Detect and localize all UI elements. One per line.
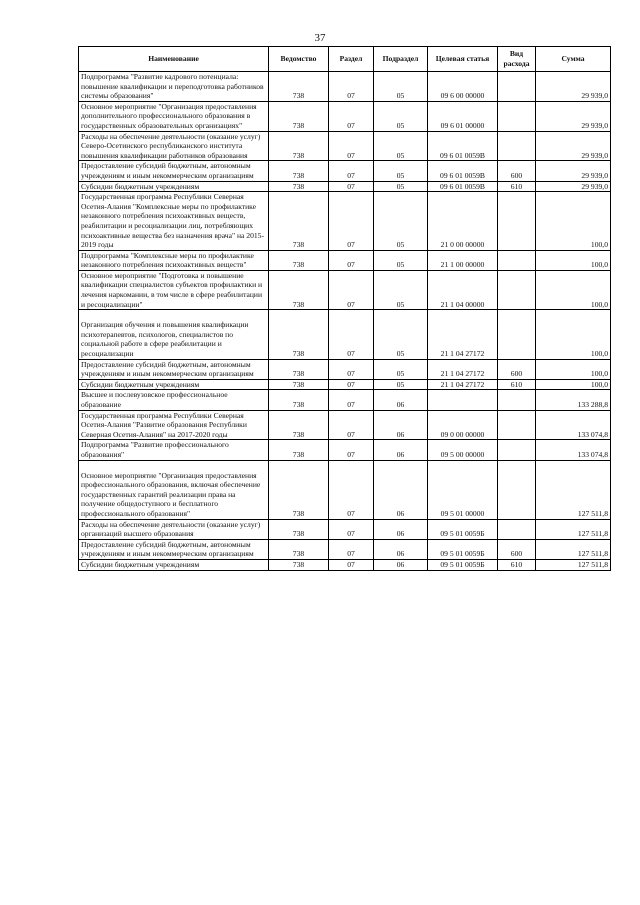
- table-row: [79, 72, 611, 102]
- row-department: 738: [269, 72, 329, 102]
- row-target-item: 09 0 00 00000: [428, 410, 498, 440]
- row-amount: 100,0: [536, 310, 611, 359]
- table-row: [79, 559, 611, 570]
- row-section: 07: [329, 539, 374, 559]
- row-subsection: 05: [374, 131, 428, 161]
- row-department: 738: [269, 181, 329, 192]
- table-row: [79, 250, 611, 270]
- row-subsection: 05: [374, 310, 428, 359]
- row-section: 07: [329, 192, 374, 251]
- row-amount: 133 288,8: [536, 390, 611, 410]
- row-subsection: 05: [374, 101, 428, 131]
- row-expense-type: [498, 410, 536, 440]
- row-section: 07: [329, 131, 374, 161]
- row-department: 738: [269, 379, 329, 390]
- row-amount: 29 939,0: [536, 131, 611, 161]
- row-expense-type: 600: [498, 359, 536, 379]
- row-department: 738: [269, 539, 329, 559]
- row-expense-type: 610: [498, 181, 536, 192]
- table-row: [79, 359, 611, 379]
- header-name: Наименование: [79, 47, 269, 72]
- row-target-item: 09 6 00 00000: [428, 72, 498, 102]
- row-name: Субсидии бюджетным учреждениям: [79, 559, 269, 570]
- row-expense-type: [498, 390, 536, 410]
- row-section: 07: [329, 72, 374, 102]
- row-target-item: 09 5 01 0059Б: [428, 559, 498, 570]
- budget-table: [78, 46, 611, 571]
- row-target-item: 09 6 01 00000: [428, 101, 498, 131]
- table-row: [79, 390, 611, 410]
- row-expense-type: [498, 519, 536, 539]
- row-subsection: 06: [374, 440, 428, 460]
- row-department: 738: [269, 440, 329, 460]
- row-expense-type: [498, 310, 536, 359]
- row-expense-type: [498, 460, 536, 519]
- row-department: 738: [269, 131, 329, 161]
- row-amount: 100,0: [536, 270, 611, 309]
- row-department: 738: [269, 460, 329, 519]
- table-row: [79, 192, 611, 251]
- row-amount: 127 511,8: [536, 460, 611, 519]
- row-target-item: [428, 390, 498, 410]
- row-name: Организация обучения и повышения квалификации психотерапевтов, психологов, специалистов по социальной работе в сфере реабилитации и ресоциализации: [79, 310, 269, 359]
- row-name: Подпрограмма "Развитие профессионального образования": [79, 440, 269, 460]
- row-section: 07: [329, 181, 374, 192]
- row-amount: 29 939,0: [536, 72, 611, 102]
- row-department: 738: [269, 250, 329, 270]
- row-target-item: 21 1 04 00000: [428, 270, 498, 309]
- row-name: Высшее и послевузовское профессиональное образование: [79, 390, 269, 410]
- row-amount: 127 511,8: [536, 539, 611, 559]
- row-name: Расходы на обеспечение деятельности (оказание услуг) Северо-Осетинского республиканского института повышения квалификации работников образования: [79, 131, 269, 161]
- table-row: [79, 101, 611, 131]
- row-section: 07: [329, 410, 374, 440]
- row-department: 738: [269, 519, 329, 539]
- row-name: Государственная программа Республики Северная Осетия-Алания "Комплексные меры по профилактике незаконного потребления психоактивных веществ, реабилитации и ресоциализации лиц, потребляющих психоактивные вещества без назначения врача" на 2015-2019 годы: [79, 192, 269, 251]
- row-name: Предоставление субсидий бюджетным, автономным учреждениям и иным некоммерческим организациям: [79, 359, 269, 379]
- table-row: [79, 539, 611, 559]
- table-row: [79, 181, 611, 192]
- header-amount: Сумма: [536, 47, 611, 72]
- row-name: Расходы на обеспечение деятельности (оказание услуг) организаций высшего образования: [79, 519, 269, 539]
- row-name: Основное мероприятие "Организация предоставления дополнительного профессионального образования в государственных образовательных организациях": [79, 101, 269, 131]
- row-amount: 133 074,8: [536, 440, 611, 460]
- row-target-item: 09 6 01 0059В: [428, 131, 498, 161]
- row-subsection: 06: [374, 460, 428, 519]
- page-number: 37: [314, 32, 326, 44]
- row-department: 738: [269, 101, 329, 131]
- row-subsection: 05: [374, 270, 428, 309]
- row-target-item: 21 0 00 00000: [428, 192, 498, 251]
- row-subsection: 05: [374, 250, 428, 270]
- row-name: Подпрограмма "Комплексные меры по профилактике незаконного потребления психоактивных веществ": [79, 250, 269, 270]
- table-row: [79, 460, 611, 519]
- row-name: Субсидии бюджетным учреждениям: [79, 181, 269, 192]
- table-row: [79, 440, 611, 460]
- row-target-item: 09 5 01 0059Б: [428, 539, 498, 559]
- table-row: [79, 131, 611, 161]
- row-section: 07: [329, 559, 374, 570]
- row-target-item: 09 5 01 0059Б: [428, 519, 498, 539]
- row-name: Предоставление субсидий бюджетным, автономным учреждениям и иным некоммерческим организациям: [79, 161, 269, 181]
- header-section: Раздел: [329, 47, 374, 72]
- row-target-item: 21 1 04 27172: [428, 379, 498, 390]
- row-expense-type: 600: [498, 161, 536, 181]
- header-subsection: Подраздел: [374, 47, 428, 72]
- row-department: 738: [269, 270, 329, 309]
- header-department: Ведомство: [269, 47, 329, 72]
- row-section: 07: [329, 379, 374, 390]
- row-subsection: 05: [374, 379, 428, 390]
- table-row: [79, 519, 611, 539]
- row-subsection: 05: [374, 181, 428, 192]
- table-row: [79, 410, 611, 440]
- row-department: 738: [269, 390, 329, 410]
- row-amount: 100,0: [536, 359, 611, 379]
- row-section: 07: [329, 101, 374, 131]
- row-amount: 100,0: [536, 250, 611, 270]
- row-name: Основное мероприятие "Организация предоставления профессионального образования, включая обеспечение государственных гарантий реализации права на получение общедоступного и бесплатного профессионального образования": [79, 460, 269, 519]
- row-target-item: 09 6 01 0059В: [428, 161, 498, 181]
- row-subsection: 06: [374, 390, 428, 410]
- row-section: 07: [329, 310, 374, 359]
- row-target-item: 09 5 00 00000: [428, 440, 498, 460]
- row-name: Государственная программа Республики Северная Осетия-Алания "Развитие образования Республики Северная Осетия-Алания" на 2017-2020 годы: [79, 410, 269, 440]
- row-name: Предоставление субсидий бюджетным, автономным учреждениям и иным некоммерческим организациям: [79, 539, 269, 559]
- row-target-item: 21 1 04 27172: [428, 310, 498, 359]
- row-target-item: 09 5 01 00000: [428, 460, 498, 519]
- row-name: Основное мероприятие "Подготовка и повышение квалификации специалистов субъектов профилактики и лечения наркомании, в том числе в сфере реабилитации и ресоциализации": [79, 270, 269, 309]
- row-subsection: 06: [374, 410, 428, 440]
- row-expense-type: 600: [498, 539, 536, 559]
- row-amount: 29 939,0: [536, 101, 611, 131]
- row-amount: 127 511,8: [536, 519, 611, 539]
- row-section: 07: [329, 519, 374, 539]
- row-amount: 133 074,8: [536, 410, 611, 440]
- header-expense-type: Вид расхода: [498, 47, 536, 72]
- row-amount: 127 511,8: [536, 559, 611, 570]
- row-department: 738: [269, 310, 329, 359]
- table-row: [79, 310, 611, 359]
- row-expense-type: [498, 440, 536, 460]
- row-amount: 29 939,0: [536, 161, 611, 181]
- row-section: 07: [329, 359, 374, 379]
- row-amount: 29 939,0: [536, 181, 611, 192]
- row-section: 07: [329, 270, 374, 309]
- row-section: 07: [329, 390, 374, 410]
- row-department: 738: [269, 359, 329, 379]
- row-section: 07: [329, 250, 374, 270]
- row-subsection: 06: [374, 559, 428, 570]
- row-subsection: 05: [374, 359, 428, 379]
- table-row: [79, 161, 611, 181]
- row-expense-type: [498, 72, 536, 102]
- row-subsection: 05: [374, 192, 428, 251]
- row-department: 738: [269, 559, 329, 570]
- header-target-item: Целевая статья: [428, 47, 498, 72]
- row-subsection: 05: [374, 161, 428, 181]
- row-target-item: 21 1 00 00000: [428, 250, 498, 270]
- row-expense-type: [498, 131, 536, 161]
- row-subsection: 05: [374, 72, 428, 102]
- row-expense-type: [498, 192, 536, 251]
- row-target-item: 09 6 01 0059В: [428, 181, 498, 192]
- row-department: 738: [269, 161, 329, 181]
- row-section: 07: [329, 161, 374, 181]
- row-amount: 100,0: [536, 379, 611, 390]
- row-expense-type: [498, 101, 536, 131]
- row-expense-type: 610: [498, 559, 536, 570]
- row-expense-type: [498, 270, 536, 309]
- table-header-row: [79, 47, 611, 72]
- row-expense-type: [498, 250, 536, 270]
- row-subsection: 06: [374, 539, 428, 559]
- table-row: [79, 270, 611, 309]
- row-section: 07: [329, 460, 374, 519]
- row-expense-type: 610: [498, 379, 536, 390]
- table-row: [79, 379, 611, 390]
- row-target-item: 21 1 04 27172: [428, 359, 498, 379]
- row-department: 738: [269, 192, 329, 251]
- row-subsection: 06: [374, 519, 428, 539]
- row-amount: 100,0: [536, 192, 611, 251]
- row-name: Подпрограмма "Развитие кадрового потенциала: повышение квалификации и переподготовка работников системы образования": [79, 72, 269, 102]
- row-department: 738: [269, 410, 329, 440]
- row-section: 07: [329, 440, 374, 460]
- row-name: Субсидии бюджетным учреждениям: [79, 379, 269, 390]
